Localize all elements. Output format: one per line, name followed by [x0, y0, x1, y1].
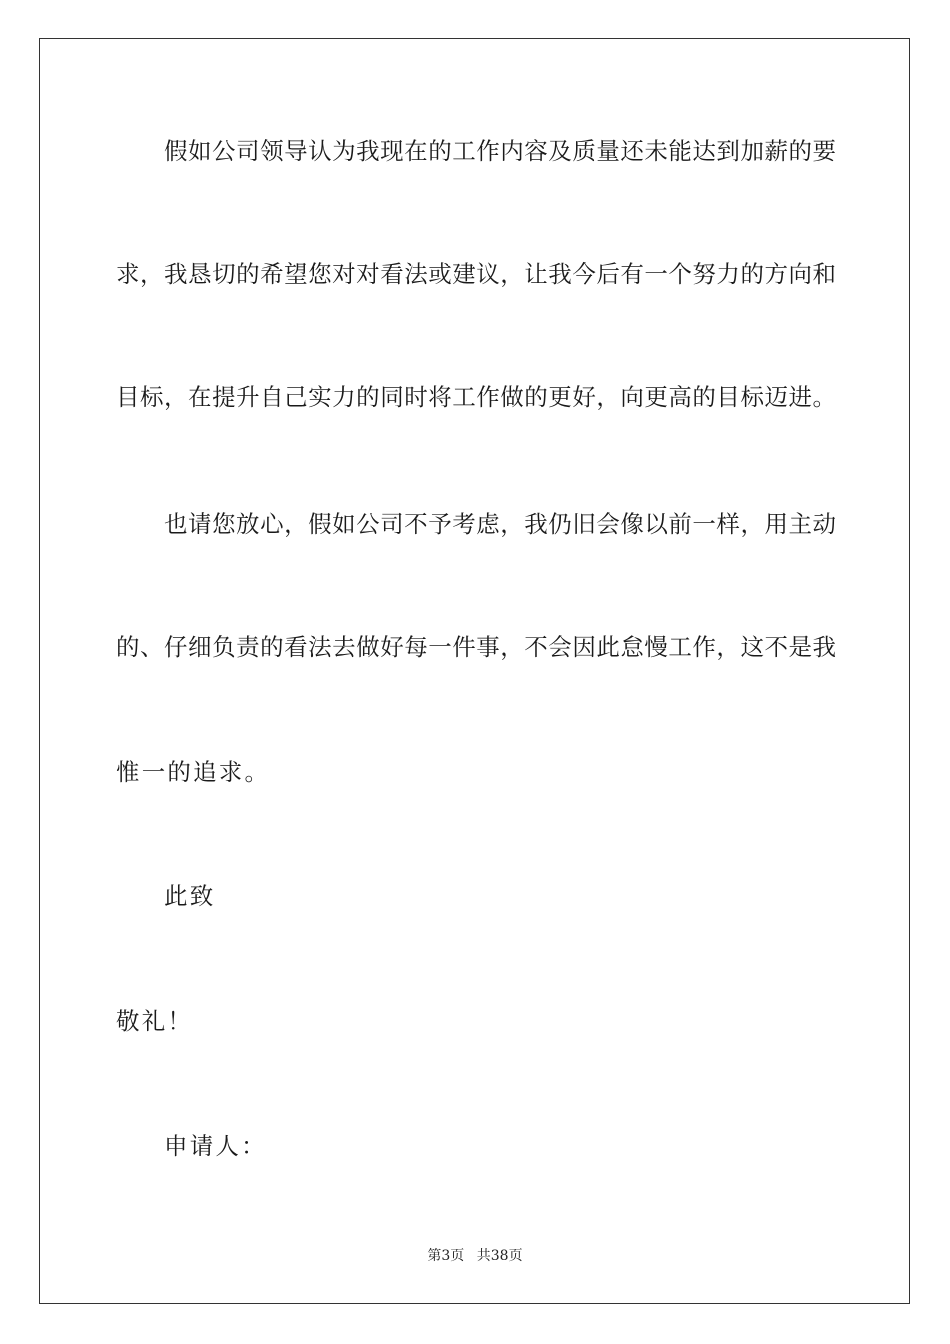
paragraph-line: 目标，在提升自己实力的同时将工作做的更好，向更高的目标迈进。 [116, 383, 836, 411]
page-total: 共38页 [476, 1248, 523, 1264]
page-number: 第3页 [427, 1248, 465, 1264]
page-footer [0, 1246, 950, 1266]
paragraph-line: 也请您放心，假如公司不予考虑，我仍旧会像以前一样，用主动 [164, 510, 836, 538]
paragraph-line: 惟一的追求。 [116, 758, 271, 786]
paragraph-line: 求，我恳切的希望您对对看法或建议，让我今后有一个努力的方向和 [116, 260, 836, 288]
paragraph-line: 的、仔细负责的看法去做好每一件事，不会因此怠慢工作，这不是我 [116, 633, 836, 661]
signature-line: 申请人： [164, 1132, 267, 1160]
page-border [39, 38, 910, 1304]
salutation-line: 敬礼！ [116, 1007, 194, 1035]
closing-line: 此致 [164, 882, 216, 910]
paragraph-line: 假如公司领导认为我现在的工作内容及质量还未能达到加薪的要 [164, 137, 836, 165]
